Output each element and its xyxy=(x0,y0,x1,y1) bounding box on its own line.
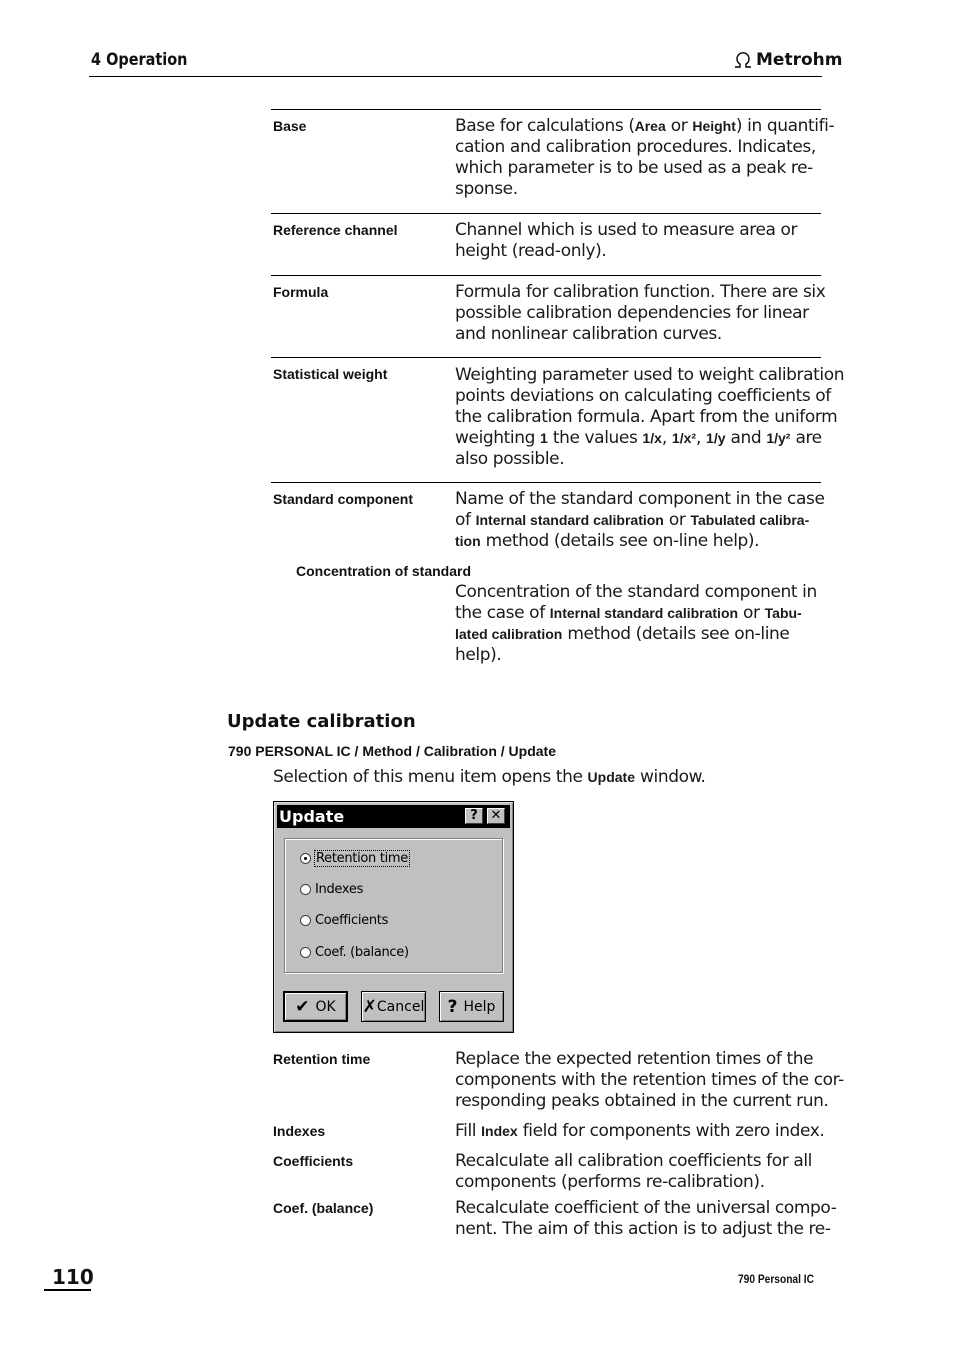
footer-rule xyxy=(44,1289,91,1291)
close-button[interactable]: ✕ xyxy=(487,808,505,824)
term-formula: Formula xyxy=(273,284,329,300)
term-coef-balance: Coef. (balance) xyxy=(273,1200,374,1216)
term-base: Base xyxy=(273,118,307,134)
desc-reference-channel: Channel which is used to measure area or height (read-only). xyxy=(455,220,798,261)
option-label: Coefficients xyxy=(315,913,389,928)
term-indexes: Indexes xyxy=(273,1123,326,1139)
checkmark-icon: ✔ xyxy=(295,996,310,1017)
table-rule xyxy=(271,357,821,358)
brand-name: Metrohm xyxy=(756,50,843,70)
ok-label: OK xyxy=(315,998,336,1015)
radio-selected-icon[interactable] xyxy=(300,853,311,864)
update-dialog xyxy=(273,801,514,1033)
desc-statistical-weight: Weighting parameter used to weight calibration points deviations on calculating coefficients of the calibration formula. Apart from the uniform weighting 1 the values 1/x, 1/x², 1/y and 1/y² are also possible. xyxy=(455,365,845,469)
question-icon: ? xyxy=(447,996,458,1017)
option-label: Coef. (balance) xyxy=(315,945,409,960)
help-label: Help xyxy=(463,998,496,1015)
table-rule xyxy=(271,213,821,214)
cancel-label: Cancel xyxy=(376,998,425,1015)
radio-icon[interactable] xyxy=(300,915,311,926)
term-concentration-of-standard: Concentration of standard xyxy=(296,563,472,579)
desc-coefficients: Recalculate all calibration coefficients for all components (performs re-calibration). xyxy=(455,1151,812,1192)
radio-icon[interactable] xyxy=(300,947,311,958)
help-titlebar-button[interactable]: ? xyxy=(465,808,483,824)
desc-retention-time: Replace the expected retention times of the components with the retention times of the cor- responding peaks obtained in the current run. xyxy=(455,1049,844,1111)
cancel-button[interactable] xyxy=(361,991,426,1022)
desc-coef-balance: Recalculate coefficient of the universal compo- nent. The aim of this action is to adjust the re- xyxy=(455,1198,837,1239)
table-rule xyxy=(271,109,821,110)
table-rule xyxy=(271,275,821,276)
option-retention-time[interactable] xyxy=(300,851,409,866)
option-label: Retention time xyxy=(316,851,408,866)
term-reference-channel: Reference channel xyxy=(273,222,398,238)
desc-indexes: Fill Index field for components with zero index. xyxy=(455,1121,825,1141)
desc-concentration-of-standard: Concentration of the standard component in the case of Internal standard calibration or Tabu- lated calibration method (details see on-line help). xyxy=(455,582,817,665)
term-standard-component: Standard component xyxy=(273,491,414,507)
option-coef-balance[interactable] xyxy=(300,945,409,960)
radio-icon[interactable] xyxy=(300,884,311,895)
term-retention-time: Retention time xyxy=(273,1051,371,1067)
section-intro: Selection of this menu item opens the Update window. xyxy=(273,767,706,787)
option-label: Indexes xyxy=(315,882,364,897)
term-coefficients: Coefficients xyxy=(273,1153,354,1169)
option-coefficients[interactable] xyxy=(300,913,388,928)
table-rule xyxy=(271,482,821,483)
dialog-title: Update xyxy=(279,807,345,826)
term-statistical-weight: Statistical weight xyxy=(273,366,388,382)
menu-path: 790 PERSONAL IC / Method / Calibration / Update xyxy=(228,743,557,759)
section-title: Update calibration xyxy=(227,711,416,732)
desc-base: Base for calculations (Area or Height) in quantifi- cation and calibration procedures. Indicates, which parameter is to be used as a peak re- sponse. xyxy=(455,116,835,199)
help-button[interactable] xyxy=(439,991,504,1022)
header-rule xyxy=(89,76,822,77)
chapter-header: 4 Operation xyxy=(91,50,188,70)
desc-formula: Formula for calibration function. There are six possible calibration dependencies for linear and nonlinear calibration curves. xyxy=(455,282,826,344)
desc-standard-component: Name of the standard component in the case of Internal standard calibration or Tabulated calibra- tion method (details see on-line help). xyxy=(455,489,825,551)
brand-logo xyxy=(732,50,842,70)
ok-button[interactable] xyxy=(283,991,348,1022)
cross-icon: ✗ xyxy=(362,996,377,1017)
option-indexes[interactable] xyxy=(300,882,363,897)
footer-product: 790 Personal IC xyxy=(738,1272,814,1286)
omega-logo-icon xyxy=(732,51,754,69)
page-number: 110 xyxy=(52,1265,94,1289)
